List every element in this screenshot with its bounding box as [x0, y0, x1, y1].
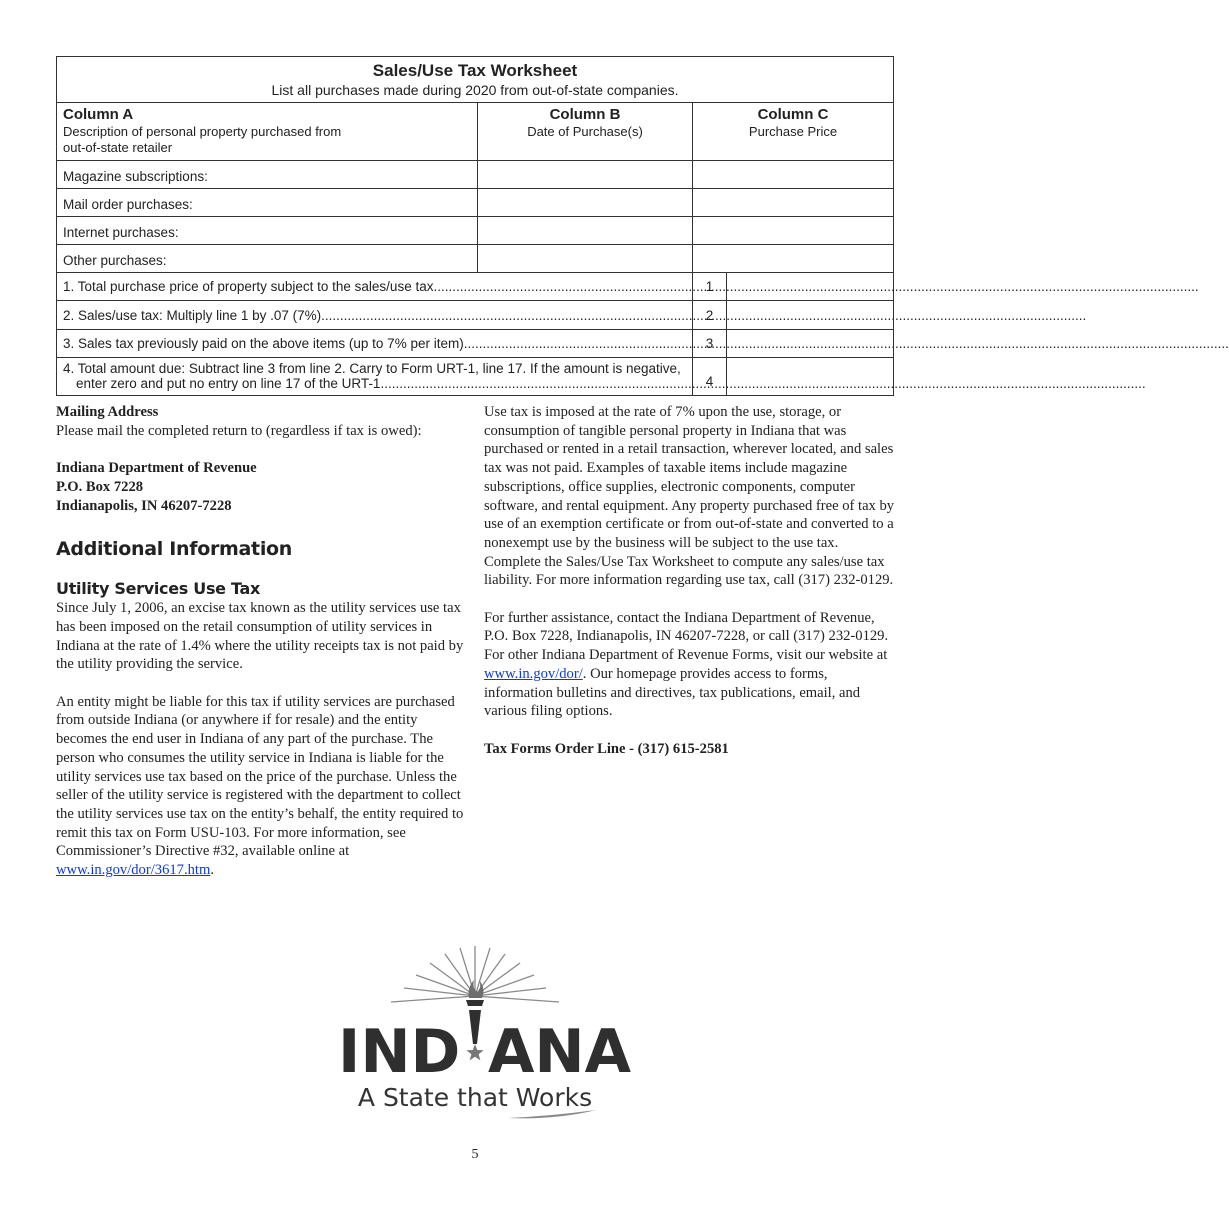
- category-label: Magazine subscriptions:: [57, 161, 478, 188]
- mailing-instruction: Please mail the completed return to (regardless if tax is owed):: [56, 422, 422, 439]
- directive-link[interactable]: www.in.gov/dor/3617.htm: [56, 862, 211, 879]
- line-number: 4: [693, 358, 727, 395]
- worksheet-title: Sales/Use Tax Worksheet: [372, 61, 578, 80]
- column-headers: [57, 103, 893, 161]
- worksheet-line-1: [57, 273, 893, 301]
- line-number: 2: [693, 301, 727, 329]
- address-line: Indianapolis, IN 46207-7228: [56, 497, 232, 514]
- indiana-logo: [336, 940, 632, 1120]
- additional-info-heading: Additional Information: [56, 538, 293, 561]
- column-a-title: Column A: [63, 106, 134, 123]
- category-row-mail-order: [57, 189, 893, 217]
- mailing-heading: Mailing Address: [56, 404, 159, 420]
- line-text: 3. Sales tax previously paid on the above items (up to 7% per item): [63, 336, 464, 351]
- line-number: 3: [693, 330, 727, 357]
- column-c-title: Column C: [757, 106, 829, 123]
- line-4-amount-field[interactable]: [727, 358, 893, 395]
- line-text: 4. Total amount due: Subtract line 3 from line 2. Carry to Form URT-1, line 17. If the amount is negative,: [63, 361, 681, 376]
- worksheet-subtitle: List all purchases made during 2020 from out-of-state companies.: [271, 82, 679, 98]
- address-line: P.O. Box 7228: [56, 478, 144, 495]
- price-field[interactable]: [693, 189, 893, 216]
- line-number: 1: [693, 273, 727, 300]
- price-field[interactable]: [693, 217, 893, 244]
- sales-use-tax-worksheet: [56, 56, 894, 396]
- line-2-amount-field[interactable]: [727, 301, 893, 329]
- line-1-amount-field[interactable]: [727, 273, 893, 300]
- torch-icon: [466, 980, 484, 1060]
- line-text: 2. Sales/use tax: Multiply line 1 by .07 (7%): [63, 308, 322, 323]
- category-label: Mail order purchases:: [57, 189, 478, 216]
- logo-word-right: ANA: [488, 1017, 632, 1087]
- category-label: Internet purchases:: [57, 217, 478, 244]
- worksheet-line-2: [57, 301, 893, 330]
- category-row-other: [57, 245, 893, 273]
- category-label: Other purchases:: [57, 245, 478, 272]
- logo-word-left: IND: [338, 1017, 461, 1087]
- price-field[interactable]: [693, 245, 893, 272]
- price-field[interactable]: [693, 161, 893, 188]
- category-row-magazine: [57, 161, 893, 189]
- assistance-paragraph: For further assistance, contact the Indiana Department of Revenue, P.O. Box 7228, Indianapolis, IN 46207-7228, or call (317) 232-0129. For other Indiana Department of Revenue Forms, visit our website at www.in.gov/dor/. Our homepage provides access to forms, information bulletins and directives, tax publications, email, and various filing options.: [484, 609, 889, 720]
- utility-paragraph-2: An entity might be liable for this tax if utility services are purchased from outside Indiana (or anywhere if for resale) and the entity becomes the end user in Indiana of any part of the purchase. The person who consumes the utility service in Indiana is liable for the utility services use tax based on the price of the purchase. Unless the seller of the utility service is registered with the department to collect the utility services use tax on the entity’s behalf, the entity required to remit this tax on Form USU-103. For more information, see Commissioner’s Directive #32, available online at www.in.gov/dor/3617.htm.: [56, 693, 464, 879]
- column-b-title: Column B: [549, 106, 621, 123]
- worksheet-line-3: [57, 330, 893, 358]
- utility-tax-heading: Utility Services Use Tax: [56, 579, 261, 599]
- date-field[interactable]: [478, 189, 693, 216]
- use-tax-paragraph: Use tax is imposed at the rate of 7% upon the use, storage, or consumption of tangible personal property in Indiana that was purchased or rented in a retail transaction, wherever located, and sales tax was not paid. Examples of taxable items include magazine subscriptions, office supplies, electronic components, computer software, and rental equipment. Any property purchased free of tax by use of an exemption certificate or from out-of-state and converted to a nonexempt use by the business will be subject to the use tax. Complete the Sales/Use Tax Worksheet to compute any sales/use tax liability. For more information regarding use tax, call (317) 232-0129.: [484, 404, 895, 589]
- worksheet-line-4: [57, 358, 893, 395]
- line-3-amount-field[interactable]: [727, 330, 893, 357]
- date-field[interactable]: [478, 245, 693, 272]
- column-b-desc: Date of Purchase(s): [527, 124, 643, 139]
- column-c-header: [693, 103, 893, 160]
- dor-website-link[interactable]: www.in.gov/dor/: [484, 665, 583, 682]
- line-text-2: enter zero and put no entry on line 17 of the URT-1: [76, 376, 381, 391]
- column-a-header: [57, 103, 478, 160]
- column-b-header: [478, 103, 693, 160]
- utility-paragraph-1: Since July 1, 2006, an excise tax known as the utility services use tax has been imposed on the retail consumption of utility services in Indiana at the rate of 1.4% where the utility receipts tax is not paid by the utility providing the service.: [56, 600, 464, 673]
- column-a-desc-2: out-of-state retailer: [63, 140, 173, 155]
- logo-tagline: A State that Works: [357, 1083, 593, 1112]
- column-a-desc: Description of personal property purchased from: [63, 124, 342, 139]
- order-line: Tax Forms Order Line - (317) 615-2581: [484, 740, 729, 757]
- date-field[interactable]: [478, 217, 693, 244]
- left-column: [56, 403, 468, 880]
- category-row-internet: [57, 217, 893, 245]
- page-number: 5: [471, 1147, 479, 1162]
- address-line: Indiana Department of Revenue: [56, 460, 257, 477]
- right-column: [484, 403, 896, 758]
- worksheet-header: [57, 57, 893, 103]
- date-field[interactable]: [478, 161, 693, 188]
- column-c-desc: Purchase Price: [748, 124, 838, 139]
- line-text: 1. Total purchase price of property subject to the sales/use tax: [63, 279, 434, 294]
